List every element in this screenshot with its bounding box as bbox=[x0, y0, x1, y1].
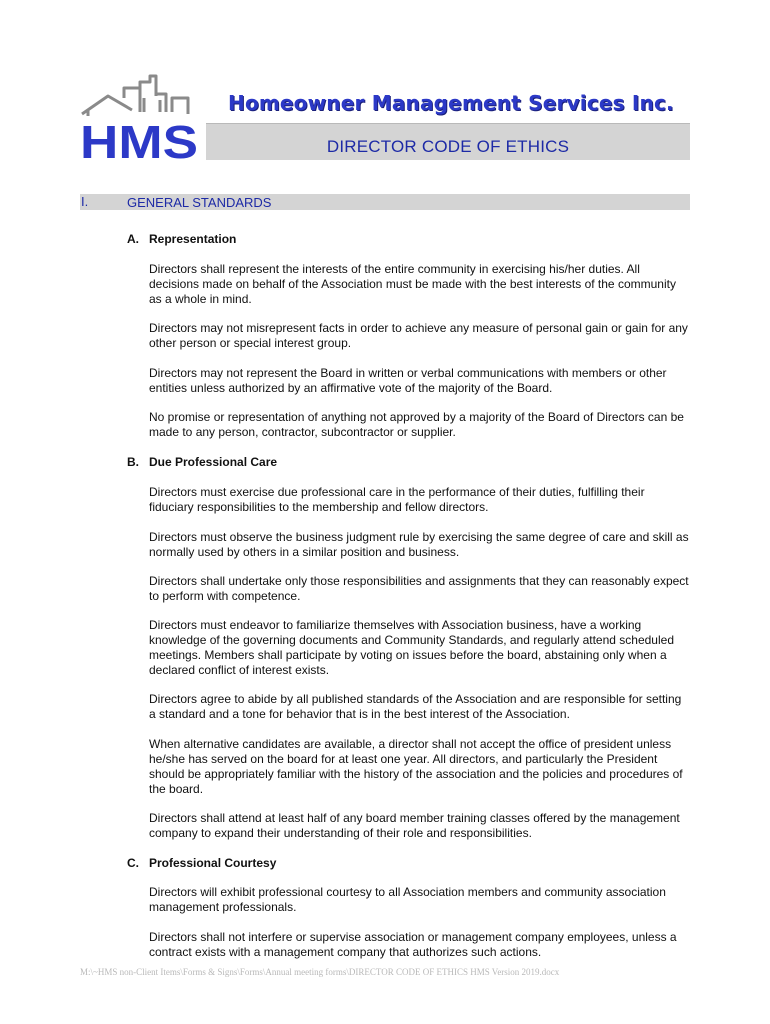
paragraph: Directors shall attend at least half of any board member training classes offered by the management company to expand their understanding of their role and responsibilities. bbox=[149, 811, 680, 840]
paragraph: Directors may not misrepresent facts in order to achieve any measure of personal gain or gain for any other person or special interest group. bbox=[149, 321, 688, 350]
section-number: I. bbox=[81, 194, 89, 209]
paragraph: Directors must endeavor to familiarize themselves with Association business, have a working knowledge of the governing documents and Community Standards, and regularly attend scheduled meetings. Members shall participate by voting on issues before the board, abstaining only when a declared conflict of interest exists. bbox=[149, 618, 674, 677]
company-band bbox=[206, 89, 690, 124]
subsection-title: Professional Courtesy bbox=[149, 856, 277, 870]
subsection-title: Representation bbox=[149, 232, 237, 246]
subsection-letter: B. bbox=[127, 455, 139, 469]
paragraph: Directors shall represent the interests of the entire community in exercising his/her duties. All decisions made on behalf of the Association must be made with the best interests of the community as a whole in mind. bbox=[149, 262, 676, 306]
section-title: GENERAL STANDARDS bbox=[127, 195, 272, 210]
subsection-letter: A. bbox=[127, 232, 139, 246]
subsection-heading bbox=[127, 232, 236, 246]
logo-text: HMS bbox=[80, 116, 198, 164]
title-band bbox=[206, 124, 690, 160]
paragraph: Directors may not represent the Board in written or verbal communications with members or other entities unless authorized by an affirmative vote of the majority of the Board. bbox=[149, 366, 667, 395]
company-name: Homeowner Management Services Inc. bbox=[228, 91, 674, 115]
subsection-heading bbox=[127, 455, 277, 469]
document-title: DIRECTOR CODE OF ETHICS bbox=[326, 137, 570, 156]
paragraph: Directors shall undertake only those responsibilities and assignments that they can reasonably expect to perform with competence. bbox=[149, 574, 689, 603]
paragraph: Directors agree to abide by all published standards of the Association and are responsible for setting a standard and a tone for behavior that is in the best interest of the Association. bbox=[149, 692, 682, 721]
hms-logo bbox=[80, 68, 202, 164]
section-heading bbox=[80, 194, 690, 210]
paragraph: When alternative candidates are available, a director shall not accept the office of president unless he/she has served on the board for at least one year. All directors, and particularly the President should be appropriately familiar with the history of the association and the policies and procedures of the board. bbox=[149, 737, 683, 796]
paragraph: Directors will exhibit professional courtesy to all Association members and community association management professionals. bbox=[149, 885, 666, 914]
paragraph: Directors must exercise due professional care in the performance of their duties, fulfilling their fiduciary responsibilities to the membership and fellow directors. bbox=[149, 485, 645, 514]
subsection-letter: C. bbox=[127, 856, 139, 870]
subsection-title: Due Professional Care bbox=[149, 455, 278, 469]
paragraph: Directors must observe the business judgment rule by exercising the same degree of care and skill as normally used by others in a similar position and business. bbox=[149, 530, 689, 559]
paragraph: No promise or representation of anything not approved by a majority of the Board of Directors can be made to any person, contractor, subcontractor or supplier. bbox=[149, 410, 684, 439]
subsection-heading bbox=[127, 856, 276, 870]
paragraph: Directors shall not interfere or supervise association or management company employees, unless a contract exists with a management company that authorizes such actions. bbox=[149, 930, 677, 959]
footer-file-path: M:\~HMS non-Client Items\Forms & Signs\Forms\Annual meeting forms\DIRECTOR CODE OF ETHICS HMS Version 2019.docx bbox=[80, 967, 560, 977]
